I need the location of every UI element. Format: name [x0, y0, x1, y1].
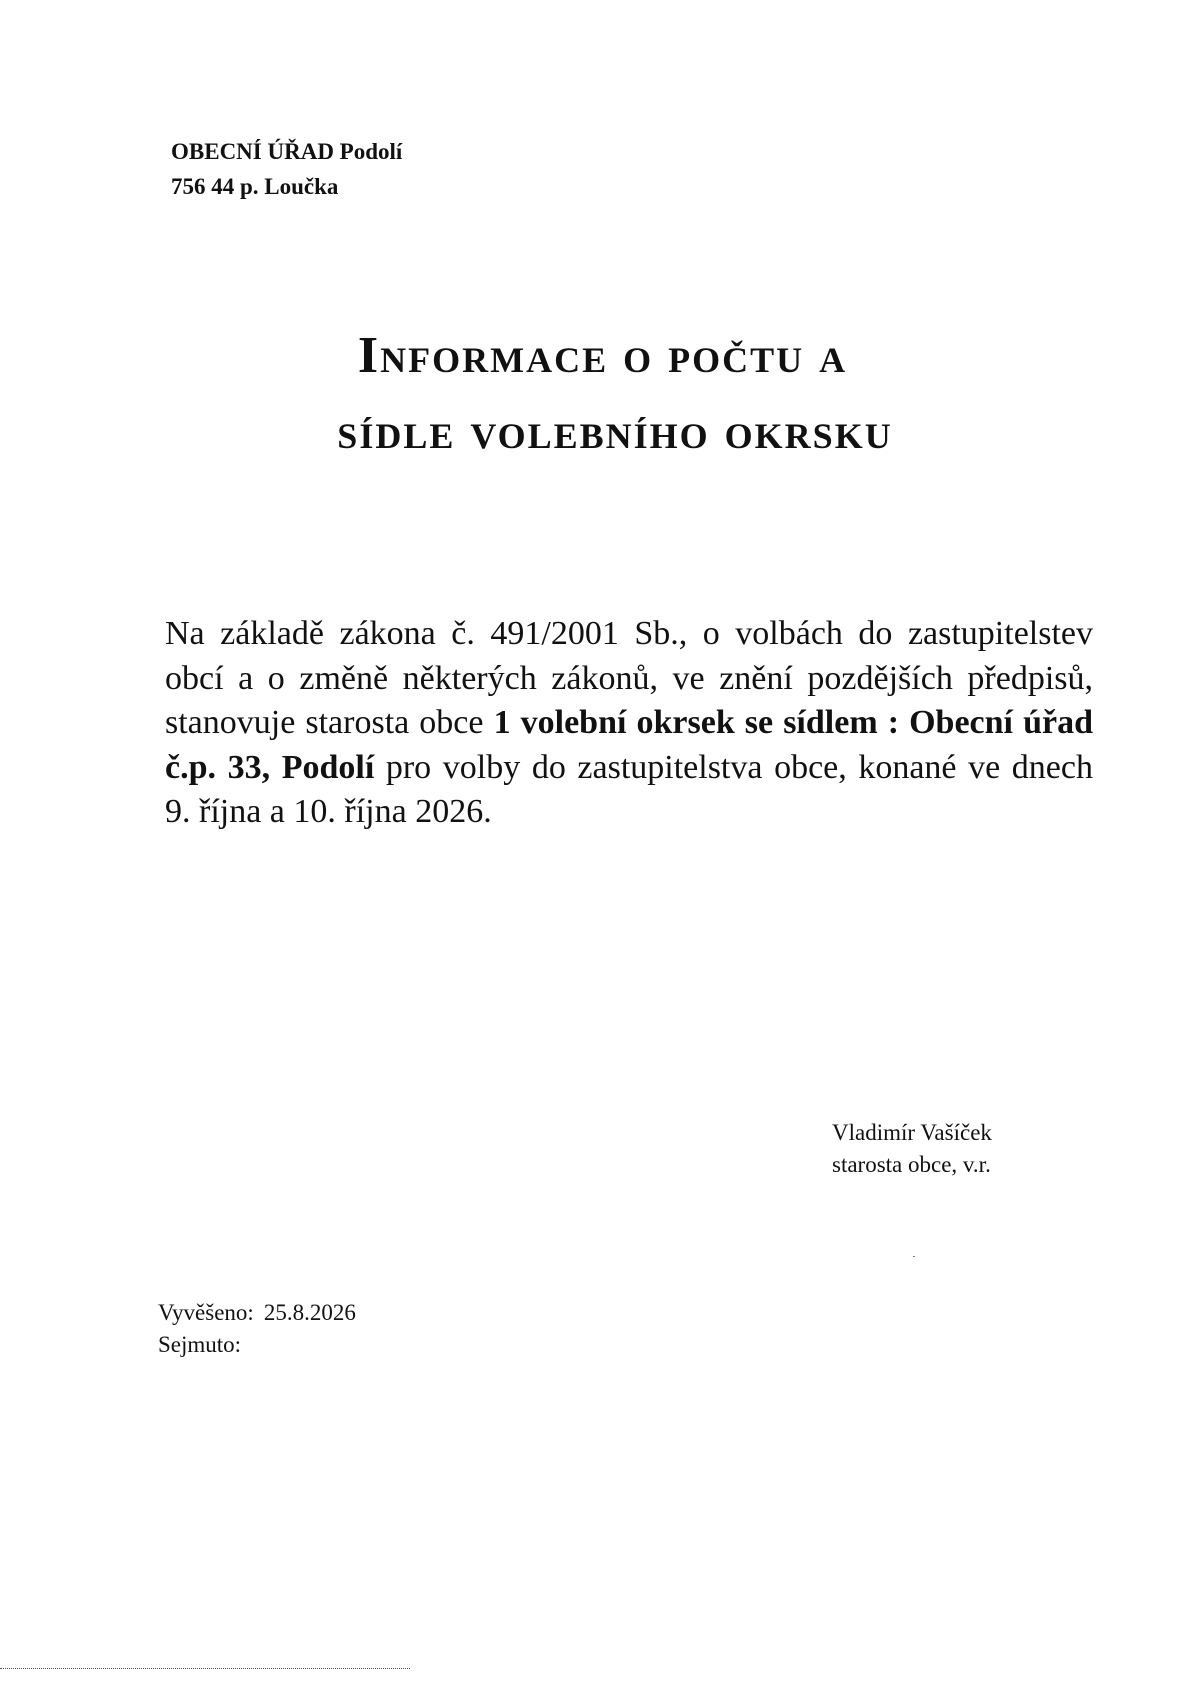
- body-text-intro: Na základě zákona č. 491/2001 Sb., o volbách do zastupitelstev obcí a o změně některých zákonů, ve znění pozdějších předpisů, stanovuje starosta obce: [165, 615, 1093, 741]
- sender-address: [171, 134, 402, 204]
- sender-postal-address: 756 44 p. Loučka: [171, 174, 339, 199]
- signature-block: [832, 1117, 992, 1181]
- posting-dates: [158, 1297, 356, 1361]
- sender-office-name: OBECNÍ ÚŘAD Podolí: [171, 139, 403, 164]
- posted-date: 25.8.2026: [263, 1300, 356, 1325]
- bottom-edge-rule: [0, 1668, 410, 1669]
- removed-row: [158, 1329, 356, 1361]
- signatory-role: starosta obce, v.r.: [832, 1152, 991, 1177]
- body-text-outro: pro volby do zastupitelstva obce, konané ve dnech 9. října a 10. října 2026.: [165, 748, 1093, 830]
- title-line-1: Informace o počtu a: [357, 327, 848, 384]
- removed-label: Sejmuto:: [158, 1332, 242, 1357]
- posted-label: Vyvěšeno:: [158, 1300, 254, 1325]
- body-text-highlight: 1 volební okrsek se sídlem : Obecní úřad č.p. 33, Podolí: [165, 704, 1093, 786]
- document-title: [0, 318, 1190, 470]
- title-line-2: sídle volebního okrsku: [337, 403, 893, 460]
- signatory-name: Vladimír Vašíček: [832, 1120, 992, 1145]
- posted-row: [158, 1297, 356, 1329]
- scan-speck: [913, 1256, 915, 1257]
- notice-body: [165, 612, 1093, 835]
